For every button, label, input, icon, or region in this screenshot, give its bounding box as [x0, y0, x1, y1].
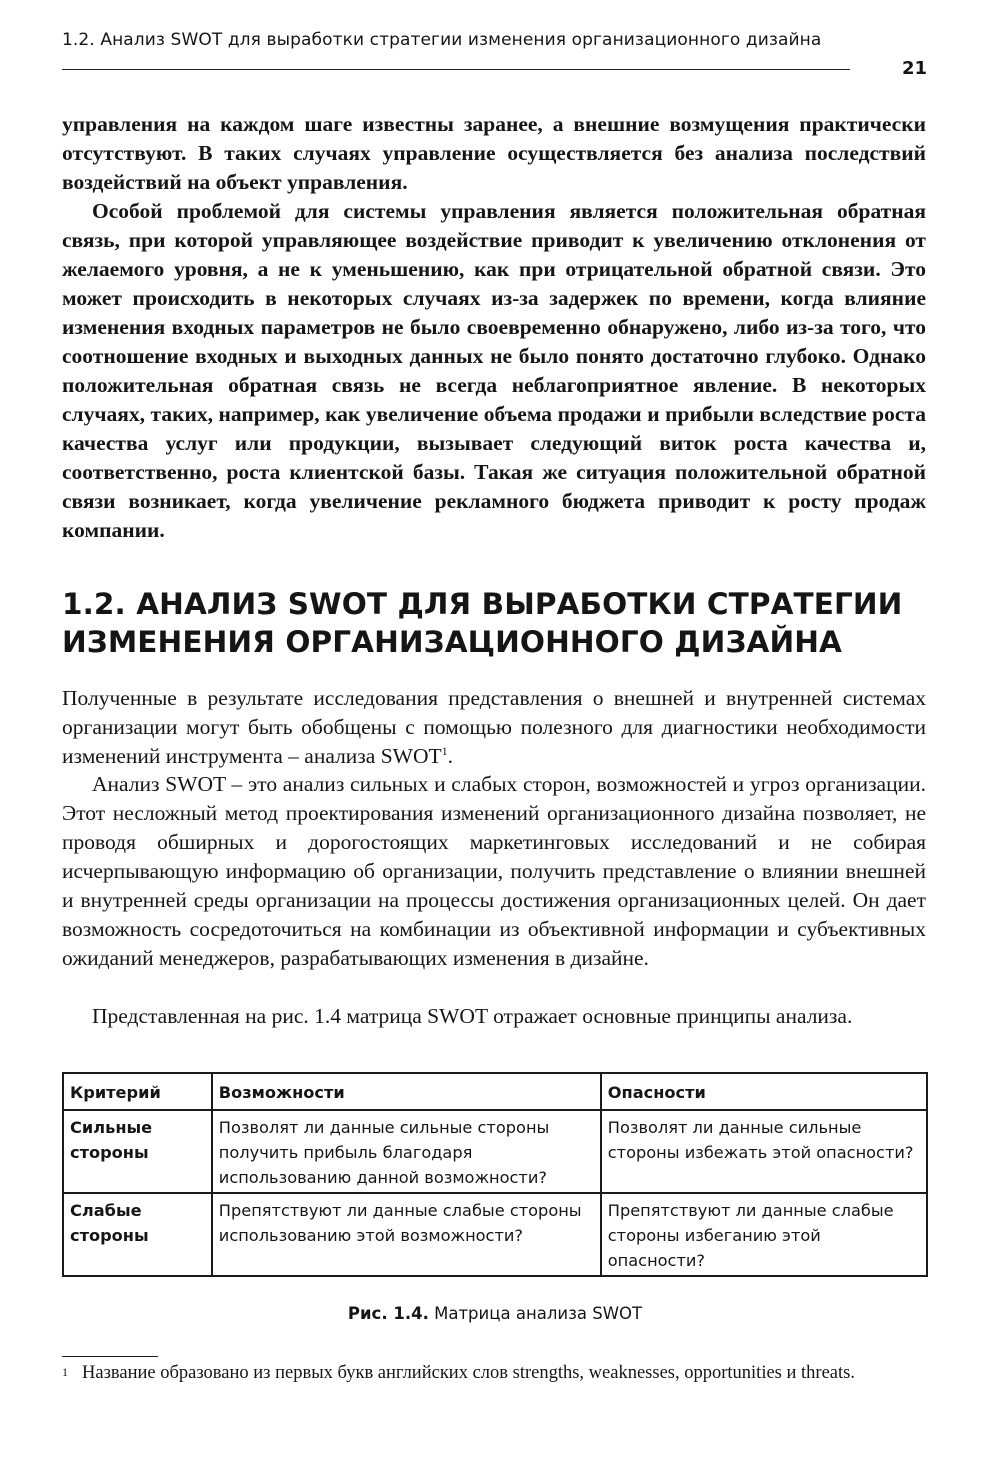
row-head-strengths: [63, 1110, 212, 1193]
footnote-mark: 1: [62, 1365, 68, 1379]
footnote-rule: [62, 1356, 158, 1357]
body-paragraph-3: [62, 684, 926, 771]
strengths-word-1: Сильные: [70, 1118, 153, 1137]
header-criterion: Критерий: [63, 1073, 212, 1110]
row-head-weaknesses: [63, 1193, 212, 1276]
caption-text: Матрица анализа SWOT: [434, 1304, 643, 1323]
section-title-line-1: 1.2. АНАЛИЗ SWOT ДЛЯ ВЫРАБОТКИ СТРАТЕГИИ: [62, 587, 903, 621]
body-paragraph-1: управления на каждом шаге известны заранее, а внешние возмущения практически отсутствуют. В таких случаях управление осуществляется без анализа последствий воздействий на объект управления.: [62, 112, 926, 194]
table-header-row: [63, 1073, 927, 1110]
body-paragraph-2: Особой проблемой для системы управления является положительная обратная связь, при которой управляющее воздействие приводит к увеличению отклонения от желаемого уровня, а не к уменьшению, как при отрицательной обратной связи. Это может происходить в некоторых случаях из-за задержек по времени, когда влияние изменения входных параметров не было своевременно обнаружено, либо из-за того, что соотношение входных и выходных данных не было понято достаточно глубоко. Однако положительная обратная связь не всегда неблагоприятное явление. В некоторых случаях, таких, например, как увеличение объема продажи и прибыли вследствие роста качества услуг или продукции, вызывает следующий виток роста качества и, соответственно, роста клиентской базы. Такая же ситуация положительной обратной связи возникает, когда увеличение рекламного бюджета приводит к росту продаж компании.: [62, 199, 926, 542]
table-row-weaknesses: [63, 1193, 927, 1276]
body-paragraph-5: Представленная на рис. 1.4 матрица SWOT отражает основные принципы анализа.: [92, 1004, 853, 1028]
body-paragraph-4: Анализ SWOT – это анализ сильных и слабых сторон, возможностей и угроз организации. Этот несложный метод проектирования изменений организационного дизайна позволяет, не проводя обширных и дорогостоящих маркетинговых исследований и не собирая исчерпывающую информацию об организации, получить представление о влиянии внешней и внутренней среды организации на процессы достижения организационных целей. Он дает возможность сосредоточиться на комбинации из объективной информации и субъективных ожиданий менеджеров, разрабатывающих изменения в дизайне.: [62, 772, 926, 970]
section-title-line-2: ИЗМЕНЕНИЯ ОРГАНИЗАЦИОННОГО ДИЗАЙНА: [62, 625, 842, 659]
footnote-text: Название образовано из первых букв английских слов strengths, weaknesses, opportunities и threats.: [82, 1363, 855, 1383]
cell-weaknesses-opportunities: Препятствуют ли данные слабые стороны использованию этой возможности?: [212, 1193, 601, 1276]
caption-label: Рис. 1.4.: [347, 1304, 429, 1323]
cell-strengths-threats: Позволят ли данные сильные стороны избежать этой опасности?: [601, 1110, 927, 1193]
cell-strengths-opportunities: Позволят ли данные сильные стороны получить прибыль благодаря использованию данной возможности?: [212, 1110, 601, 1193]
strengths-word-2: стороны: [70, 1143, 149, 1162]
running-head-rule: [62, 69, 850, 70]
swot-matrix-table: [62, 1072, 928, 1277]
footnote: [62, 1360, 928, 1386]
paragraph-3-period: .: [447, 744, 453, 768]
running-head: 1.2. Анализ SWOT для выработки стратегии изменения организационного дизайна: [62, 30, 822, 50]
footnote-reference: 1: [441, 743, 448, 758]
table-row-strengths: [63, 1110, 927, 1193]
section-title: [62, 585, 942, 661]
cell-weaknesses-threats: Препятствуют ли данные слабые стороны избеганию этой опасности?: [601, 1193, 927, 1276]
header-opportunities: Возможности: [212, 1073, 601, 1110]
page-number: 21: [902, 58, 928, 79]
header-threats: Опасности: [601, 1073, 927, 1110]
figure-caption: [62, 1304, 928, 1323]
weaknesses-word-1: Слабые: [70, 1201, 142, 1220]
weaknesses-word-2: стороны: [70, 1226, 149, 1245]
paragraph-3-text: Полученные в результате исследования представления о внешней и внутренней системах организации могут быть обобщены с помощью полезного для диагностики необходимости изменений инструмента – анализа SWOT: [62, 686, 926, 768]
